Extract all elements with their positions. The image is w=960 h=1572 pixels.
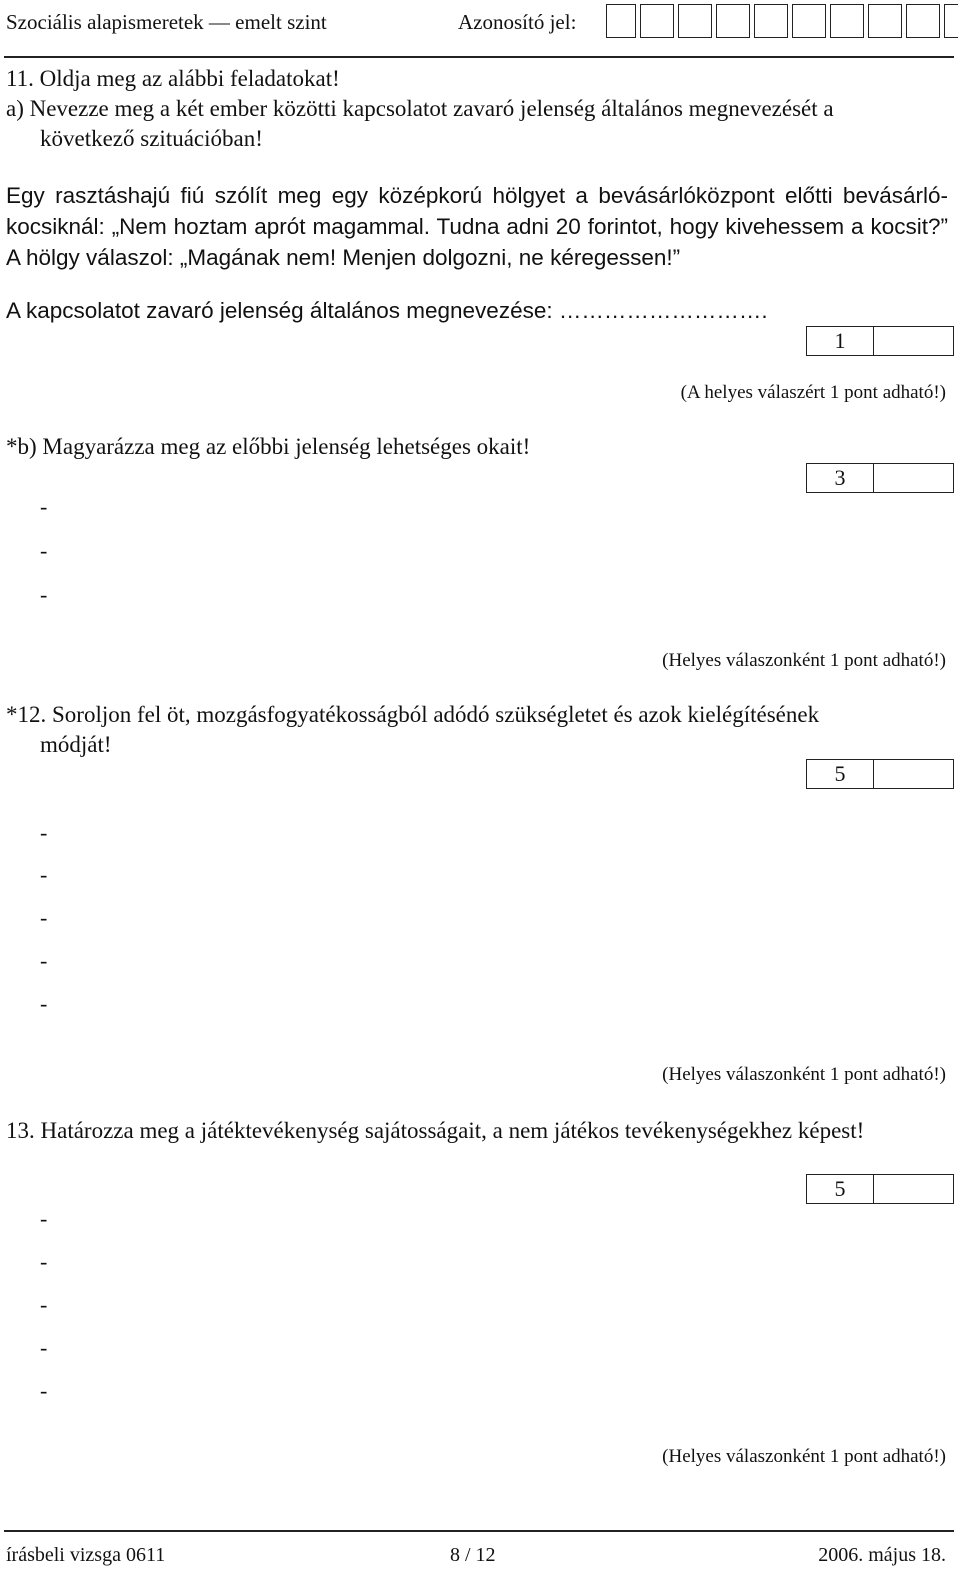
answer-dash: - xyxy=(40,1378,48,1403)
id-box xyxy=(716,4,750,38)
footer-page-number: 8 / 12 xyxy=(450,1544,496,1566)
answer-dash: - xyxy=(40,1249,48,1274)
q11a-max-points: 1 xyxy=(807,327,874,355)
header-rule xyxy=(4,56,954,58)
id-box xyxy=(792,4,826,38)
q11a-prompt: a) Nevezze meg a két ember közötti kapcsolatot zavaró jelenség általános megnevezését a xyxy=(6,96,834,121)
q11b-points-note: (Helyes válaszonként 1 pont adható!) xyxy=(662,650,946,671)
header-subject: Szociális alapismeretek — emelt szint xyxy=(6,10,327,34)
footer-rule xyxy=(4,1530,954,1532)
q11b-max-points: 3 xyxy=(807,464,874,492)
q12-prompt-cont: módját! xyxy=(40,732,112,757)
q11a-points-note: (A helyes válaszért 1 pont adható!) xyxy=(680,382,946,403)
id-box xyxy=(640,4,674,38)
answer-dash: - xyxy=(40,494,48,519)
answer-dash: - xyxy=(40,820,48,845)
answer-dash: - xyxy=(40,538,48,563)
answer-dash: - xyxy=(40,862,48,887)
q13-prompt: 13. Határozza meg a játéktevékenység sajátosságait, a nem játékos tevékenységekhez képest! xyxy=(6,1118,865,1143)
id-box xyxy=(830,4,864,38)
q12-score-box xyxy=(806,759,954,789)
answer-dash: - xyxy=(40,582,48,607)
q13-score-box xyxy=(806,1174,954,1204)
answer-dash: - xyxy=(40,948,48,973)
footer-exam-code: írásbeli vizsga 0611 xyxy=(6,1544,166,1566)
q13-max-points: 5 xyxy=(807,1175,874,1203)
id-box xyxy=(868,4,902,38)
q11b-prompt: *b) Magyarázza meg az előbbi jelenség lehetséges okait! xyxy=(6,434,531,459)
id-box xyxy=(678,4,712,38)
q11a-prompt-cont: következő szituációban! xyxy=(40,126,263,151)
answer-dash: - xyxy=(40,1292,48,1317)
id-box xyxy=(606,4,636,38)
q11a-answer-prompt: A kapcsolatot zavaró jelenség általános megnevezése: ………………………. xyxy=(6,298,768,323)
id-box xyxy=(944,4,958,38)
q13-points-note: (Helyes válaszonként 1 pont adható!) xyxy=(662,1446,946,1467)
answer-dash: - xyxy=(40,991,48,1016)
q11-scenario: Egy rasztáshajú fiú szólít meg egy középkorú hölgyet a bevásárlóközpont előtti bevásárló-kocsiknál: „Nem hoztam aprót magammal. Tudna adni 20 forintot, hogy kivehessem a kocsit?” A hölgy válaszol: „Magának nem! Menjen dolgozni, ne kéregessen!” xyxy=(6,183,948,270)
answer-dash: - xyxy=(40,905,48,930)
q11-title: 11. Oldja meg az alábbi feladatokat! xyxy=(6,66,340,91)
answer-dash: - xyxy=(40,1335,48,1360)
footer-date: 2006. május 18. xyxy=(818,1544,946,1566)
answer-dash: - xyxy=(40,1206,48,1231)
id-box xyxy=(754,4,788,38)
header-id-label: Azonosító jel: xyxy=(458,10,577,34)
q11a-score-box xyxy=(806,326,954,356)
q12-max-points: 5 xyxy=(807,760,874,788)
id-box xyxy=(906,4,940,38)
q11b-score-box xyxy=(806,463,954,493)
q12-points-note: (Helyes válaszonként 1 pont adható!) xyxy=(662,1064,946,1085)
q12-prompt: *12. Soroljon fel öt, mozgásfogyatékosságból adódó szükségletet és azok kielégítésének xyxy=(6,702,820,727)
